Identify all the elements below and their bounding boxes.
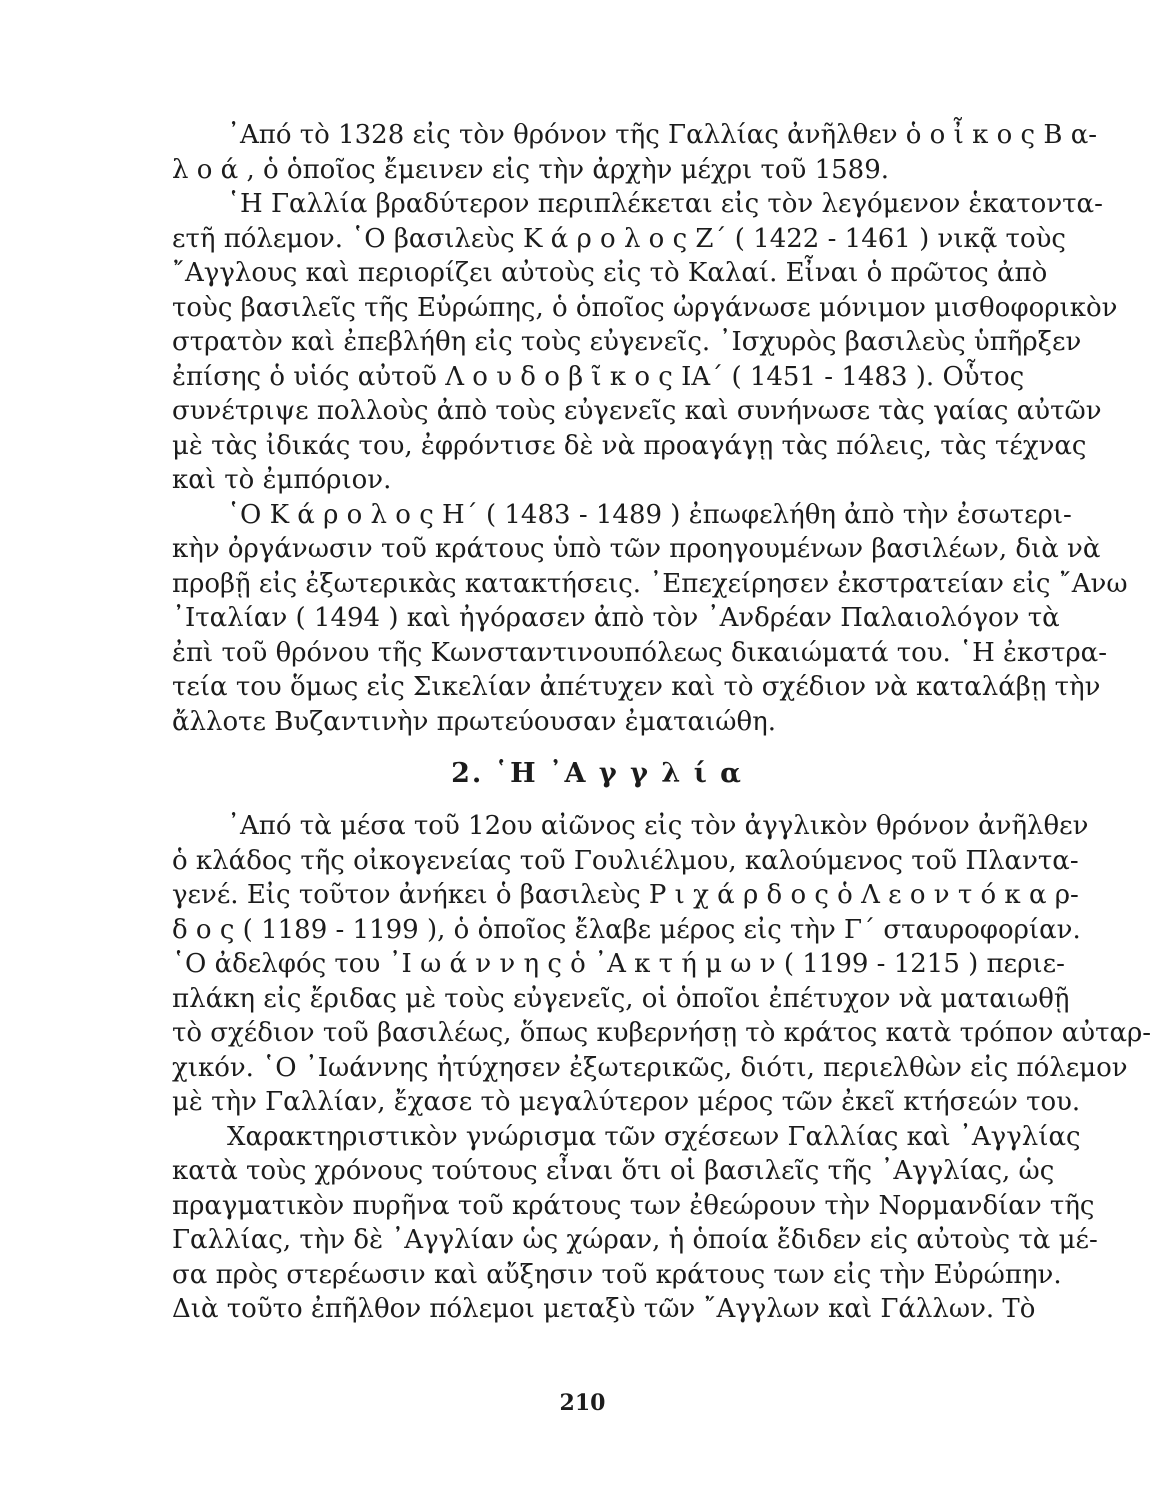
text-line: κὴν ὀργάνωσιν τοῦ κράτους ὑπὸ τῶν προηγουμένων βασιλέων, διὰ νὰ (172, 534, 1101, 564)
text-line: καὶ τὸ ἐμπόριον. (172, 465, 392, 495)
text-line: χικόν. ῾Ο ᾿Ιωάννης ἠτύχησεν ἐξωτερικῶς, διότι, περιελθὼν εἰς πόλεμον (172, 1052, 1128, 1083)
text-line: μὲ τὰς ἰδικάς του, ἐφρόντισε δὲ νὰ προαγάγῃ τὰς πόλεις, τὰς τέχνας (172, 430, 1087, 461)
text-line: συνέτριψε πολλοὺς ἀπὸ τοὺς εὐγενεῖς καὶ συνήνωσε τὰς γαίας αὐτῶν (172, 396, 1102, 426)
text-line: ἐπίσης ὁ υἱός αὐτοῦ Λ ο υ δ ο β ῖ κ ο ς ΙΑ΄ ( 1451 - 1483 ). Οὗτος (172, 361, 1025, 392)
paragraph (172, 809, 1152, 1120)
text-line: ᾿Από τὰ μέσα τοῦ 12ου αἰῶνος εἰς τὸν ἀγγλικὸν θρόνον ἀνῆλθεν (227, 811, 1089, 841)
page-number: 210 (559, 1390, 606, 1416)
text-line: ετῆ πόλεμον. ῾Ο βασιλεὺς Κ ά ρ ο λ ο ς Ζ΄ ( 1422 - 1461 ) νικᾷ τοὺς (172, 223, 1066, 254)
text-line: γενέ. Εἰς τοῦτον ἀνήκει ὁ βασιλεὺς Ρ ι χ ά ρ δ ο ς ὁ Λ ε ο ν τ ό κ α ρ- (172, 880, 1079, 910)
section-heading: 2. ῾Η ᾿Α γ γ λ ί α (451, 758, 743, 789)
text-line: πραγματικὸν πυρῆνα τοῦ κράτους των ἐθεώρουν τὴν Νορμανδίαν τῆς (172, 1190, 1095, 1221)
text-line: κατὰ τοὺς χρόνους τούτους εἶναι ὅτι οἱ βασιλεῖς τῆς ᾿Αγγλίας, ὡς (172, 1156, 1055, 1186)
text-line: ἐπὶ τοῦ θρόνου τῆς Κωνσταντινουπόλεως δικαιώματά του. ῾Η ἐκστρα- (172, 637, 1107, 668)
text-line: Χαρακτηριστικὸν γνώρισμα τῶν σχέσεων Γαλλίας καὶ ᾿Αγγλίας (227, 1121, 1081, 1152)
text-line: προβῇ εἰς ἐξωτερικὰς κατακτήσεις. ᾿Επεχείρησεν ἐκστρατείαν εἰς ῎Ανω (172, 568, 1128, 599)
text-line: Γαλλίας, τὴν δὲ ᾿Αγγλίαν ὡς χώραν, ἡ ὁποία ἔδιδεν εἰς αὐτοὺς τὰ μέ- (172, 1225, 1098, 1255)
text-line: τεία του ὅμως εἰς Σικελίαν ἀπέτυχεν καὶ τὸ σχέδιον νὰ καταλάβῃ τὴν (172, 672, 1101, 702)
paragraph (172, 498, 1128, 740)
text-line: τὸ σχέδιον τοῦ βασιλέως, ὅπως κυβερνήσῃ τὸ κράτος κατὰ τρόπον αὐταρ- (172, 1018, 1152, 1048)
text-line: ὁ κλάδος τῆς οἰκογενείας τοῦ Γουλιέλμου, καλούμενος τοῦ Πλαντα- (172, 845, 1079, 876)
text-line: ῾Ο ἀδελφός του ᾿Ι ω ά ν ν η ς ὁ ᾿Α κ τ ή μ ω ν ( 1199 - 1215 ) περιε- (172, 949, 1065, 979)
text-line: σα πρὸς στερέωσιν καὶ αὔξησιν τοῦ κράτους των εἰς τὴν Εὐρώπην. (172, 1259, 1062, 1290)
text-line: ᾿Ιταλίαν ( 1494 ) καὶ ἠγόρασεν ἀπὸ τὸν ᾿Ανδρέαν Παλαιολόγον τὰ (172, 603, 1060, 633)
paragraph (172, 118, 1098, 187)
text-line: ἄλλοτε Βυζαντινὴν πρωτεύουσαν ἐματαιώθη. (172, 706, 776, 737)
text-line: Διὰ τοῦτο ἐπῆλθον πόλεμοι μεταξὺ τῶν ῎Αγγλων καὶ Γάλλων. Τὸ (172, 1294, 1036, 1324)
paragraph (172, 187, 1118, 498)
text-line: μὲ τὴν Γαλλίαν, ἔχασε τὸ μεγαλύτερον μέρος τῶν ἐκεῖ κτήσεών του. (172, 1087, 1081, 1117)
paragraph (172, 1120, 1098, 1327)
text-line: ῾Ο Κ ά ρ ο λ ο ς Η΄ ( 1483 - 1489 ) ἐπωφελήθη ἀπὸ τὴν ἐσωτερι- (227, 499, 1072, 530)
page-body (172, 118, 1152, 1327)
text-line: λ ο ά , ὁ ὁποῖος ἔμεινεν εἰς τὴν ἀρχὴν μέχρι τοῦ 1589. (172, 154, 890, 185)
text-block-france (172, 118, 1128, 739)
text-block-england (172, 809, 1152, 1327)
text-line: στρατὸν καὶ ἐπεβλήθη εἰς τοὺς εὐγενεῖς. ᾿Ισχυρὸς βασιλεὺς ὑπῆρξεν (172, 327, 1082, 357)
text-line: ᾿Από τὸ 1328 εἰς τὸν θρόνον τῆς Γαλλίας ἀνῆλθεν ὁ ο ἶ κ ο ς Β α- (227, 120, 1098, 150)
text-line: τοὺς βασιλεῖς τῆς Εὐρώπης, ὁ ὁποῖος ὠργάνωσε μόνιμον μισθοφορικὸν (172, 292, 1118, 323)
text-line: ῎Αγγλους καὶ περιορίζει αὐτοὺς εἰς τὸ Καλαί. Εἶναι ὁ πρῶτος ἀπὸ (172, 258, 1048, 288)
text-line: δ ο ς ( 1189 - 1199 ), ὁ ὁποῖος ἔλαβε μέρος εἰς τὴν Γ΄ σταυροφορίαν. (172, 914, 1081, 945)
text-line: ῾Η Γαλλία βραδύτερον περιπλέκεται εἰς τὸν λεγόμενον ἑκατοντα- (227, 189, 1103, 219)
text-line: πλάκη εἰς ἔριδας μὲ τοὺς εὐγενεῖς, οἱ ὁποῖοι ἐπέτυχον νὰ ματαιωθῇ (172, 983, 1070, 1014)
